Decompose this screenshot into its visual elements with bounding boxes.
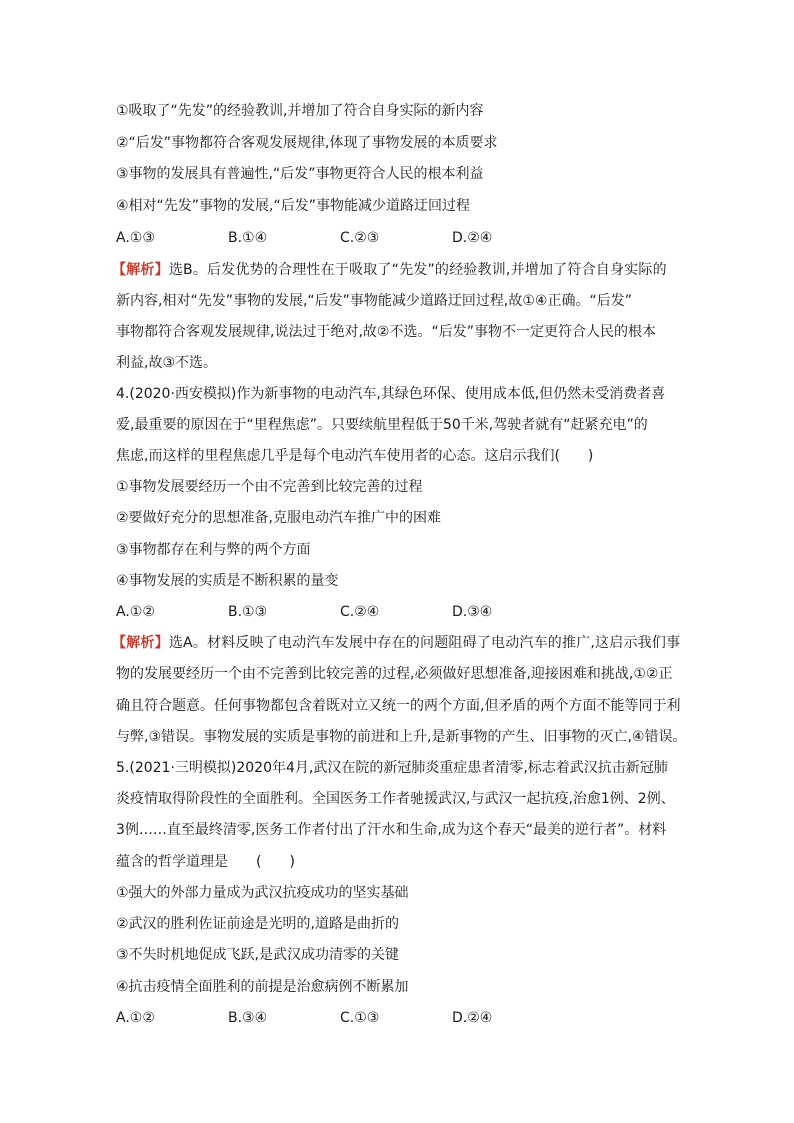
q5-statement-4: ④抗击疫情全面胜利的前提是治愈病例不断累加 (116, 979, 409, 995)
q4-analysis-line-3: 确且符合题意。任何事物都包含着既对立又统一的两个方面,但矛盾的两个方面不能等同于利 (116, 698, 681, 714)
q3-analysis-line-2: 新内容,相对“先发”事物的发展,“后发”事物能减少道路迂回过程,故①④正确。“后发” (116, 293, 632, 309)
q4-option-c: C.②④ (340, 604, 380, 620)
q4-analysis-line-1: 【解析】选A。材料反映了电动汽车发展中存在的问题阻碍了电动汽车的推广,这启示我们事 (112, 635, 681, 651)
q3-option-d: D.②④ (452, 230, 493, 246)
q5-statement-3: ③不失时机地促成飞跃,是武汉成功清零的关键 (116, 947, 399, 963)
q3-analysis-tag: 【解析】 (112, 262, 169, 278)
q4-stem-line-1: 4.(2020·西安模拟)作为新事物的电动汽车,其绿色环保、使用成本低,但仍然未受消费者喜 (116, 386, 666, 402)
q3-options (116, 228, 492, 248)
q5-statement-2: ②武汉的胜利佐证前途是光明的,道路是曲折的 (116, 916, 399, 932)
q5-stem-line-1: 5.(2021·三明模拟)2020年4月,武汉在院的新冠肺炎重症患者清零,标志着武汉抗击新冠肺 (116, 760, 668, 776)
q4-statement-4: ④事物发展的实质是不断积累的量变 (116, 573, 339, 589)
q4-stem-line-3: 焦虑,而这样的里程焦虑几乎是每个电动汽车使用者的心态。这启示我们( ) (116, 448, 594, 464)
q3-statement-2: ②“后发”事物都符合客观发展规律,体现了事物发展的本质要求 (116, 135, 498, 151)
q3-statement-1: ①吸取了“先发”的经验教训,并增加了符合自身实际的新内容 (116, 103, 484, 119)
q4-options (116, 602, 492, 622)
q5-options (116, 1008, 492, 1028)
q5-statement-1: ①强大的外部力量成为武汉抗疫成功的坚实基础 (116, 885, 409, 901)
q5-option-d: D.②④ (452, 1010, 493, 1026)
q5-option-a: A.①② (116, 1010, 155, 1026)
q4-statement-1: ①事物发展要经历一个由不完善到比较完善的过程 (116, 479, 423, 495)
q5-stem-line-2: 炎疫情取得阶段性的全面胜利。全国医务工作者驰援武汉,与武汉一起抗疫,治愈1例、2例、 (116, 791, 675, 807)
q3-statement-3: ③事物的发展具有普遍性,“后发”事物更符合人民的根本利益 (116, 166, 484, 182)
q3-analysis-line-1: 【解析】选B。后发优势的合理性在于吸取了“先发”的经验教训,并增加了符合自身实际的 (112, 262, 667, 278)
q5-option-b: B.③④ (228, 1010, 268, 1026)
q4-analysis-tag: 【解析】 (112, 635, 169, 651)
q4-analysis-line-2: 物的发展要经历一个由不完善到比较完善的过程,必须做好思想准备,迎接困难和挑战,①②正 (116, 666, 673, 682)
q3-statement-4: ④相对“先发”事物的发展,“后发”事物能减少道路迂回过程 (116, 198, 471, 214)
q4-stem-line-2: 爱,最重要的原因在于“里程焦虑”。只要续航里程低于50千米,驾驶者就有“赶紧充电”的 (116, 417, 648, 433)
q3-analysis-line-4: 利益,故③不选。 (116, 355, 218, 371)
q4-option-d: D.③④ (452, 604, 493, 620)
q3-option-c: C.②③ (340, 230, 380, 246)
q5-option-c: C.①③ (340, 1010, 380, 1026)
q3-option-a: A.①③ (116, 230, 155, 246)
q4-statement-3: ③事物都存在利与弊的两个方面 (116, 542, 311, 558)
q5-stem-line-4: 蕴含的哲学道理是 ( ) (116, 854, 295, 870)
q4-option-b: B.①③ (228, 604, 268, 620)
q4-option-a: A.①② (116, 604, 155, 620)
q4-statement-2: ②要做好充分的思想准备,克服电动汽车推广中的困难 (116, 510, 441, 526)
q3-option-b: B.①④ (228, 230, 268, 246)
q5-stem-line-3: 3例……直至最终清零,医务工作者付出了汗水和生命,成为这个春天“最美的逆行者”。材料 (116, 822, 667, 838)
q4-analysis-line-4: 与弊,③错误。事物发展的实质是事物的前进和上升,是新事物的产生、旧事物的灭亡,④错误。 (116, 729, 687, 745)
q3-analysis-line-3: 事物都符合客观发展规律,说法过于绝对,故②不选。“后发”事物不一定更符合人民的根本 (116, 324, 656, 340)
